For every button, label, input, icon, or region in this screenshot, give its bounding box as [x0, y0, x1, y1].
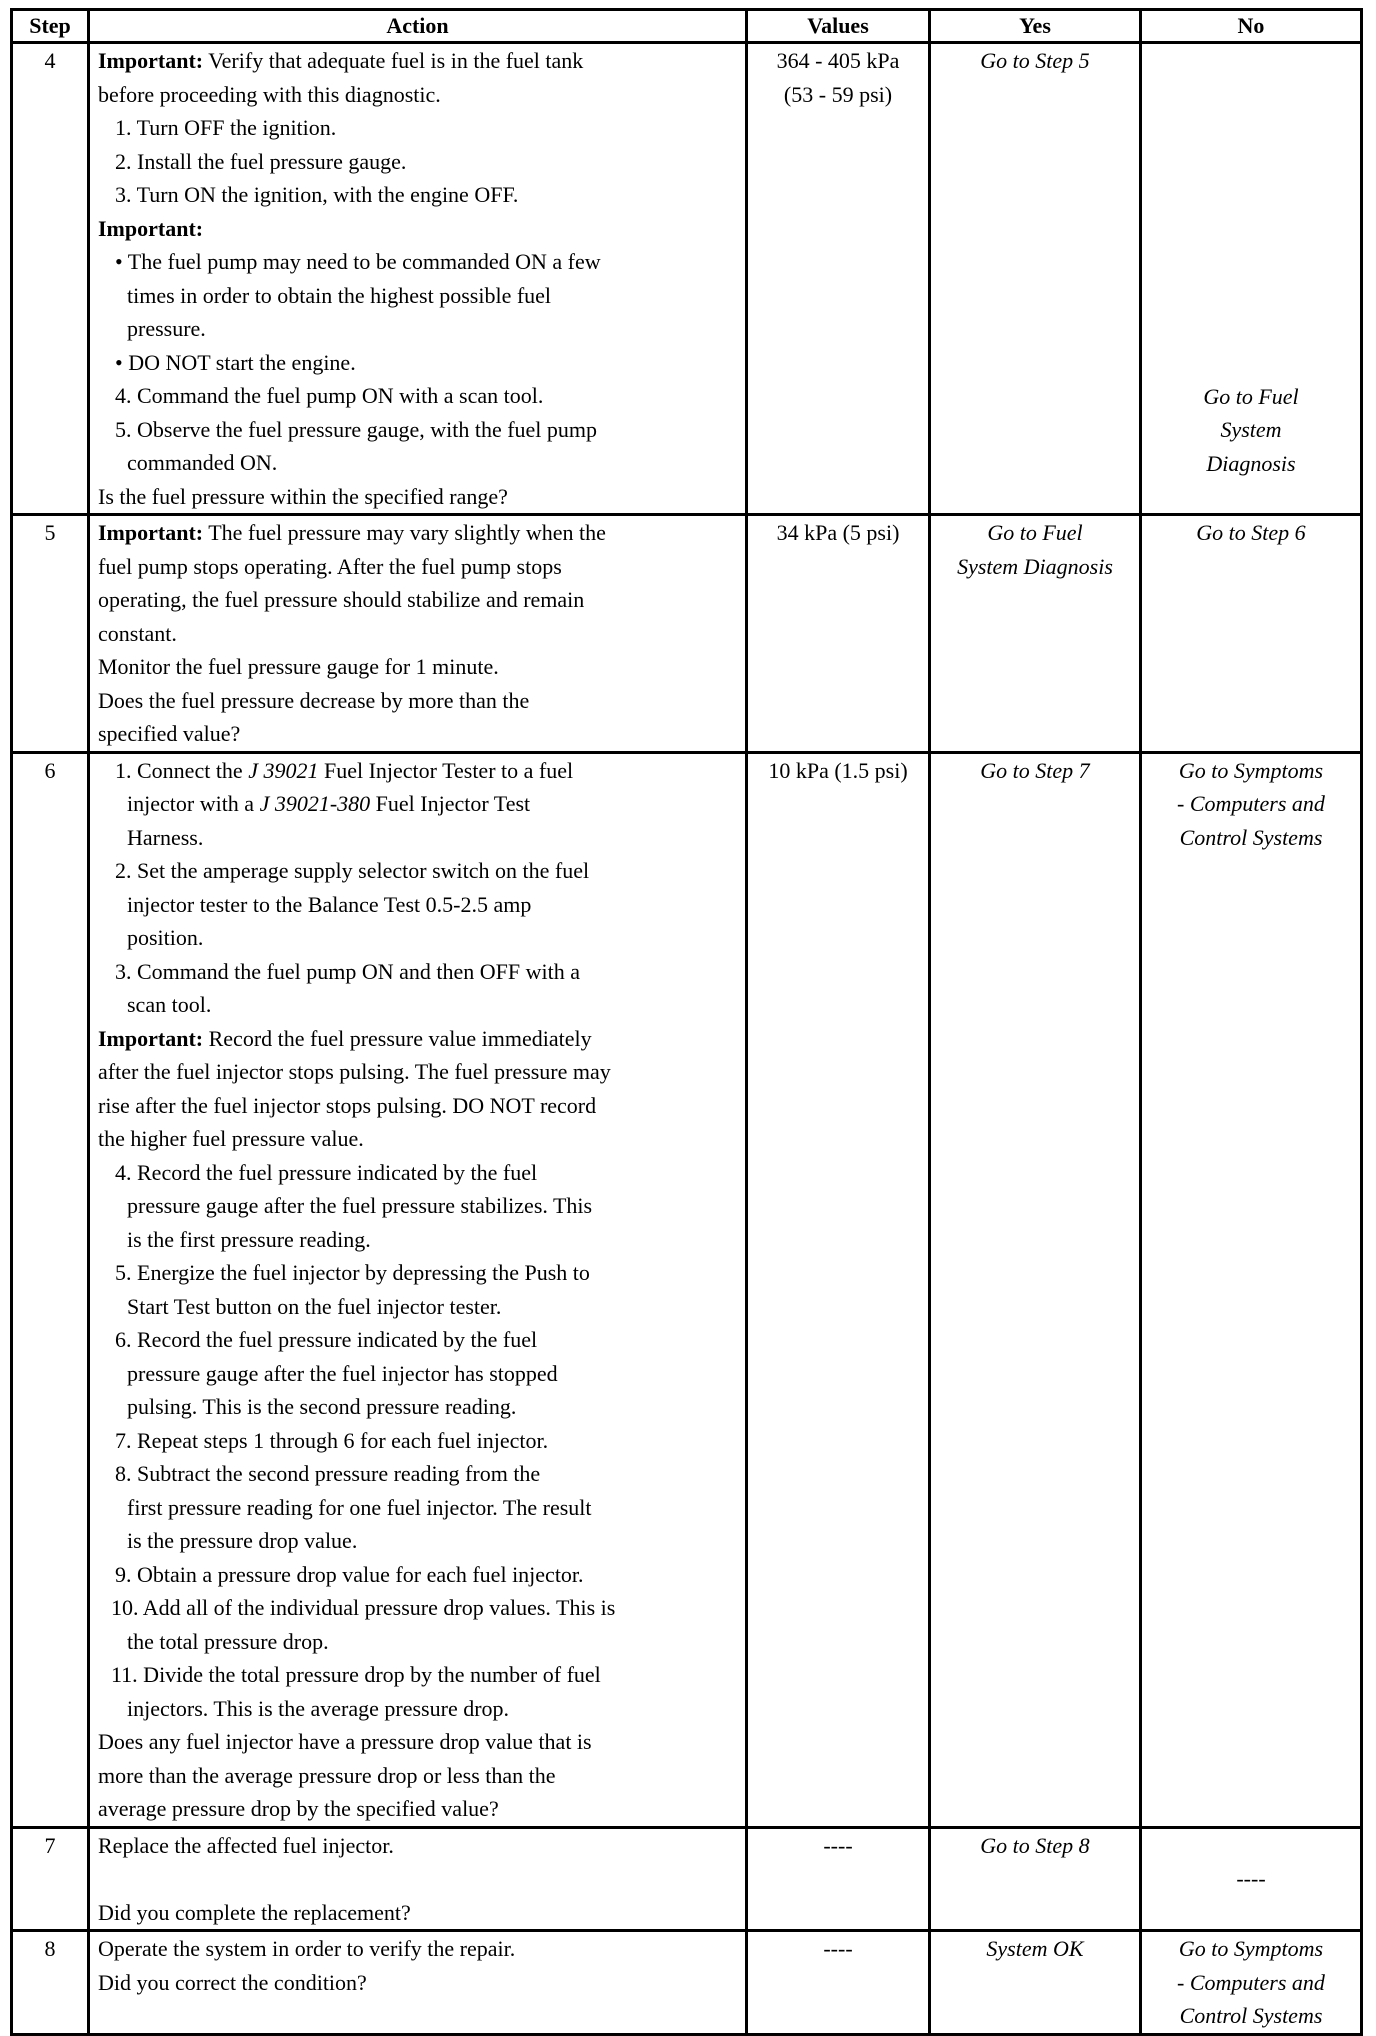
value-text: ---- [823, 1832, 853, 1858]
step-7-action [89, 1827, 747, 1931]
step-5-yes [930, 515, 1141, 753]
action-text: the higher fuel pressure value. [98, 1126, 364, 1151]
step-number: 4 [12, 43, 89, 515]
action-step-cont: Fuel Injector Test [370, 791, 531, 816]
step-6-values [747, 752, 930, 1827]
step-5-values [747, 515, 930, 753]
action-text: rise after the fuel injector stops pulsing. DO NOT record [98, 1092, 597, 1118]
yes-link[interactable]: Go to Step 8 [980, 1832, 1090, 1858]
header-values: Values [747, 10, 930, 43]
step-8-yes [930, 1931, 1141, 2035]
important-label: Important: [98, 1025, 204, 1051]
action-step: 4. Record the fuel pressure indicated by the fuel [115, 1159, 538, 1185]
action-step-cont: pressure gauge after the fuel injector has stopped [127, 1360, 558, 1386]
important-label: Important: [98, 48, 204, 73]
value-text: ---- [823, 1936, 853, 1961]
action-step-cont: Start Test button on the fuel injector tester. [127, 1293, 502, 1319]
action-question: more than the average pressure drop or less than the [98, 1762, 556, 1788]
action-step: 2. Set the amperage supply selector switch on the fuel [115, 858, 590, 883]
step-4-values [747, 43, 930, 515]
action-question: Did you complete the replacement? [98, 1899, 411, 1925]
step-8-values [747, 1931, 930, 2035]
action-step: 9. Obtain a pressure drop value for each fuel injector. [115, 1561, 584, 1587]
action-step-cont: pressure gauge after the fuel pressure stabilizes. This [127, 1193, 593, 1218]
action-question: Does any fuel injector have a pressure drop value that is [98, 1729, 592, 1754]
action-step-cont: is the first pressure reading. [127, 1226, 371, 1252]
no-value: ---- [1236, 1866, 1266, 1891]
action-bullet: • DO NOT start the engine. [115, 349, 356, 375]
yes-link[interactable]: Go to Step 7 [980, 757, 1090, 783]
tool-reference[interactable]: J 39021-380 [259, 791, 371, 816]
action-step-cont: commanded ON. [127, 450, 278, 475]
yes-link[interactable]: System Diagnosis [957, 553, 1113, 579]
action-step: 3. Turn ON the ignition, with the engine OFF. [115, 182, 519, 207]
action-step-cont: injector tester to the Balance Test 0.5-2.5 amp [127, 891, 532, 917]
step-6-no [1141, 752, 1362, 1827]
action-bullet-cont: times in order to obtain the highest possible fuel [127, 282, 552, 308]
action-text: before proceeding with this diagnostic. [98, 81, 441, 107]
action-step-cont: position. [127, 925, 204, 950]
header-no: No [1141, 10, 1362, 43]
action-step: 4. Command the fuel pump ON with a scan tool. [115, 383, 544, 408]
yes-link[interactable]: Go to Step 5 [980, 48, 1090, 73]
step-number: 8 [12, 1931, 89, 2035]
step-number: 6 [12, 752, 89, 1827]
action-step: 7. Repeat steps 1 through 6 for each fuel injector. [115, 1427, 549, 1453]
no-link[interactable]: Go to Fuel [1203, 383, 1299, 409]
no-link[interactable]: Go to Symptoms [1178, 757, 1324, 783]
action-text: Replace the affected fuel injector. [98, 1832, 394, 1858]
action-text: Operate the system in order to verify the repair. [98, 1936, 516, 1961]
header-step: Step [12, 10, 89, 43]
action-step: 11. Divide the total pressure drop by the number of fuel [111, 1662, 601, 1687]
step-7-values [747, 1827, 930, 1931]
action-step-cont: Harness. [127, 824, 204, 850]
action-step: Fuel Injector Tester to a fuel [318, 757, 574, 783]
step-number: 7 [12, 1827, 89, 1931]
action-step-cont: scan tool. [127, 992, 212, 1017]
yes-link[interactable]: System OK [986, 1936, 1084, 1961]
step-4-action [89, 43, 747, 515]
no-link[interactable]: Diagnosis [1206, 450, 1296, 476]
action-step: 10. Add all of the individual pressure drop values. This is [111, 1595, 616, 1620]
action-step-cont: pulsing. This is the second pressure reading. [127, 1394, 517, 1419]
step-number: 5 [12, 515, 89, 753]
action-bullet: • The fuel pump may need to be commanded ON a few [115, 249, 601, 274]
no-link[interactable]: Go to Symptoms [1178, 1936, 1324, 1961]
important-label: Important: [98, 520, 204, 545]
step-6-yes [930, 752, 1141, 1827]
action-question: average pressure drop by the specified value? [98, 1796, 499, 1821]
action-step: 1. Turn OFF the ignition. [115, 115, 337, 140]
no-link[interactable]: - Computers and [1177, 791, 1325, 816]
no-link[interactable]: Control Systems [1179, 824, 1323, 850]
no-link[interactable]: - Computers and [1177, 1969, 1325, 1995]
value-text: 34 kPa (5 psi) [776, 520, 900, 545]
step-8-action [89, 1931, 747, 2035]
yes-link[interactable]: Go to Fuel [987, 520, 1083, 545]
action-step: 1. Connect the [115, 757, 249, 783]
no-link[interactable]: Go to Step 6 [1196, 520, 1306, 545]
step-4-no [1141, 43, 1362, 515]
action-step: 2. Install the fuel pressure gauge. [115, 148, 407, 174]
step-6-action [89, 752, 747, 1827]
step-5-action [89, 515, 747, 753]
header-action: Action [89, 10, 747, 43]
action-bullet-cont: pressure. [127, 316, 206, 341]
action-text: The fuel pressure may vary slightly when the [203, 520, 606, 545]
action-text: Monitor the fuel pressure gauge for 1 minute. [98, 654, 499, 679]
step-5-row [12, 515, 1362, 753]
important-label: Important: [98, 215, 204, 241]
step-7-yes [930, 1827, 1141, 1931]
value-text: (53 - 59 psi) [783, 81, 893, 107]
diagnostic-table [10, 8, 1363, 2036]
step-7-row [12, 1827, 1362, 1931]
value-text: 10 kPa (1.5 psi) [768, 757, 908, 783]
no-link[interactable]: System [1220, 417, 1282, 442]
step-5-no [1141, 515, 1362, 753]
action-step-cont: the total pressure drop. [127, 1628, 329, 1654]
header-row [12, 10, 1362, 43]
action-question: specified value? [98, 721, 241, 746]
action-step: 3. Command the fuel pump ON and then OFF with a [115, 958, 581, 984]
value-text: 364 - 405 kPa [776, 48, 900, 73]
action-text: operating, the fuel pressure should stabilize and remain [98, 587, 585, 612]
action-text: after the fuel injector stops pulsing. The fuel pressure may [98, 1059, 611, 1084]
action-step-cont: injector with a [127, 791, 260, 816]
step-7-no [1141, 1827, 1362, 1931]
action-text: Verify that adequate fuel is in the fuel tank [203, 48, 584, 73]
action-step: 5. Observe the fuel pressure gauge, with the fuel pump [115, 416, 598, 442]
action-step-cont: injectors. This is the average pressure drop. [127, 1695, 510, 1721]
no-link[interactable]: Control Systems [1179, 2003, 1323, 2028]
action-question: Is the fuel pressure within the specified range? [98, 483, 508, 509]
action-question: Does the fuel pressure decrease by more than the [98, 687, 530, 713]
action-step: 5. Energize the fuel injector by depressing the Push to [115, 1260, 590, 1285]
action-step: 6. Record the fuel pressure indicated by the fuel [115, 1327, 538, 1352]
step-4-yes [930, 43, 1141, 515]
action-text: Record the fuel pressure value immediately [203, 1025, 592, 1051]
action-text: constant. [98, 620, 177, 646]
step-8-row [12, 1931, 1362, 2035]
action-question: Did you correct the condition? [98, 1969, 367, 1995]
spacer [98, 1862, 737, 1896]
step-8-no [1141, 1931, 1362, 2035]
step-4-row [12, 43, 1362, 515]
tool-reference[interactable]: J 39021 [248, 757, 319, 783]
action-step: 8. Subtract the second pressure reading from the [115, 1461, 541, 1486]
action-step-cont: is the pressure drop value. [127, 1528, 358, 1553]
action-text: fuel pump stops operating. After the fuel pump stops [98, 553, 562, 579]
header-yes: Yes [930, 10, 1141, 43]
action-step-cont: first pressure reading for one fuel injector. The result [127, 1494, 592, 1520]
step-6-row [12, 752, 1362, 1827]
